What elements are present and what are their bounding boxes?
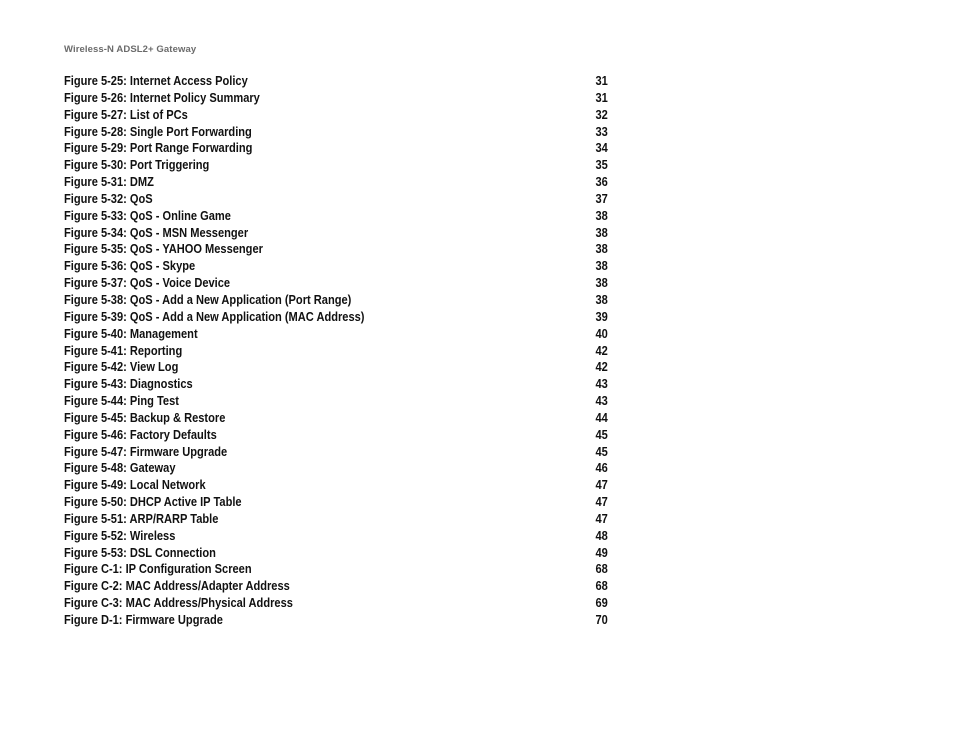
list-item[interactable] [64,241,608,258]
figure-page-number: 38 [595,242,608,257]
figure-title: Figure 5-52: Wireless [64,528,176,543]
figure-title: Figure 5-29: Port Range Forwarding [64,141,253,156]
figure-title: Figure 5-26: Internet Policy Summary [64,90,260,105]
figure-page-number: 38 [595,292,608,307]
list-item[interactable] [64,309,608,326]
list-item[interactable] [64,528,608,545]
list-item[interactable] [64,561,608,578]
list-item[interactable] [64,595,608,612]
figure-title: Figure 5-30: Port Triggering [64,158,210,173]
figure-title: Figure 5-41: Reporting [64,343,183,358]
figure-title: Figure 5-50: DHCP Active IP Table [64,495,242,510]
figure-title: Figure 5-51: ARP/RARP Table [64,511,219,526]
figure-title: Figure 5-36: QoS - Skype [64,259,196,274]
list-item[interactable] [64,444,608,461]
figure-page-number: 38 [595,225,608,240]
figure-page-number: 31 [595,90,608,105]
list-item[interactable] [64,494,608,511]
figure-page-number: 38 [595,208,608,223]
figure-page-number: 70 [595,613,608,627]
list-item[interactable] [64,73,608,90]
list-item[interactable] [64,393,608,410]
list-item[interactable] [64,174,608,191]
figure-title: Figure C-1: IP Configuration Screen [64,562,252,577]
figure-page-number: 33 [595,124,608,139]
figure-title: Figure 5-42: View Log [64,360,179,375]
figure-page-number: 43 [595,377,608,392]
figure-title: Figure 5-31: DMZ [64,175,154,190]
list-item[interactable] [64,410,608,427]
figure-page-number: 39 [595,309,608,324]
figure-page-number: 47 [595,478,608,493]
list-item[interactable] [64,343,608,360]
list-item[interactable] [64,90,608,107]
figure-page-number: 37 [595,191,608,206]
figure-title: Figure 5-39: QoS - Add a New Application (MAC Address) [64,309,365,324]
figure-page-number: 42 [595,343,608,358]
figure-title: Figure C-3: MAC Address/Physical Address [64,596,293,611]
figure-page-number: 43 [595,394,608,409]
figure-title: Figure 5-48: Gateway [64,461,176,476]
figure-title: Figure C-2: MAC Address/Adapter Address [64,579,290,594]
figure-page-number: 31 [595,74,608,88]
list-item[interactable] [64,191,608,208]
figure-title: Figure 5-46: Factory Defaults [64,427,217,442]
figure-page-number: 68 [595,562,608,577]
list-item[interactable] [64,460,608,477]
figure-page-number: 45 [595,427,608,442]
figure-page-number: 44 [595,410,608,425]
list-item[interactable] [64,124,608,141]
list-item[interactable] [64,157,608,174]
figure-page-number: 42 [595,360,608,375]
figure-title: Figure 5-38: QoS - Add a New Application (Port Range) [64,292,352,307]
figure-title: Figure 5-53: DSL Connection [64,545,216,560]
list-item[interactable] [64,225,608,242]
figure-page-number: 46 [595,461,608,476]
figure-page-number: 40 [595,326,608,341]
figure-page-number: 35 [595,158,608,173]
figure-page-number: 38 [595,276,608,291]
running-header: Wireless-N ADSL2+ Gateway [64,44,197,55]
figure-title: Figure 5-40: Management [64,326,198,341]
figure-page-number: 49 [595,545,608,560]
list-item[interactable] [64,359,608,376]
figure-title: Figure 5-32: QoS [64,191,153,206]
figure-page-number: 48 [595,528,608,543]
figure-title: Figure 5-33: QoS - Online Game [64,208,231,223]
figure-title: Figure 5-43: Diagnostics [64,377,193,392]
figure-page-number: 36 [595,175,608,190]
figure-page-number: 34 [595,141,608,156]
list-item[interactable] [64,578,608,595]
figure-title: Figure 5-28: Single Port Forwarding [64,124,252,139]
list-item[interactable] [64,612,608,629]
list-item[interactable] [64,511,608,528]
list-item[interactable] [64,208,608,225]
list-item[interactable] [64,258,608,275]
figure-page-number: 68 [595,579,608,594]
figure-page-number: 69 [595,596,608,611]
list-item[interactable] [64,107,608,124]
list-item[interactable] [64,427,608,444]
figure-title: Figure 5-44: Ping Test [64,394,179,409]
list-item[interactable] [64,477,608,494]
list-of-figures [64,73,608,629]
figure-title: Figure D-1: Firmware Upgrade [64,613,223,627]
figure-page-number: 32 [595,107,608,122]
list-item[interactable] [64,140,608,157]
list-item[interactable] [64,376,608,393]
list-item[interactable] [64,275,608,292]
figure-page-number: 47 [595,495,608,510]
figure-page-number: 45 [595,444,608,459]
figure-title: Figure 5-47: Firmware Upgrade [64,444,228,459]
figure-page-number: 47 [595,511,608,526]
list-item[interactable] [64,292,608,309]
figure-title: Figure 5-25: Internet Access Policy [64,74,248,88]
figure-title: Figure 5-37: QoS - Voice Device [64,276,231,291]
figure-page-number: 38 [595,259,608,274]
figure-title: Figure 5-45: Backup & Restore [64,410,226,425]
figure-title: Figure 5-49: Local Network [64,478,206,493]
figure-title: Figure 5-34: QoS - MSN Messenger [64,225,249,240]
figure-title: Figure 5-27: List of PCs [64,107,188,122]
list-item[interactable] [64,545,608,562]
figure-title: Figure 5-35: QoS - YAHOO Messenger [64,242,263,257]
list-item[interactable] [64,326,608,343]
